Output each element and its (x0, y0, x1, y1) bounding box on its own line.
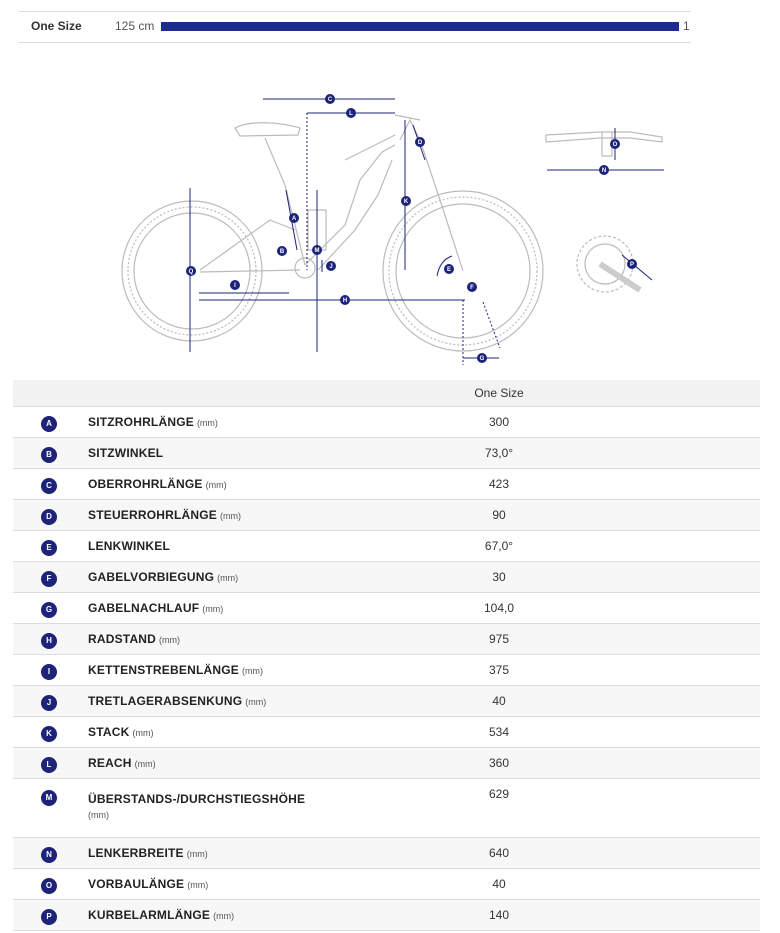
measurement-value: 975 (438, 624, 760, 655)
row-letter-cell (13, 500, 88, 531)
diagram-label-o: O (612, 142, 618, 148)
geometry-table (13, 380, 760, 931)
diagram-label-p: P (629, 262, 635, 268)
diagram-label-q: Q (188, 269, 194, 275)
header-size: One Size (438, 380, 760, 407)
measurement-name: SITZROHRLÄNGE (88, 415, 194, 429)
handlebar-side (395, 115, 420, 120)
measurement-value: 423 (438, 469, 760, 500)
seatpost (265, 138, 285, 185)
diagram-label-k: K (403, 199, 409, 205)
measurement-name: TRETLAGERABSENKUNG (88, 694, 243, 708)
table-row (13, 407, 760, 438)
letter-badge: D (41, 509, 57, 525)
row-letter-cell (13, 900, 88, 931)
size-label: One Size (31, 19, 82, 33)
measurement-value: 40 (438, 686, 760, 717)
diagram-label-d: D (417, 140, 423, 146)
table-row (13, 469, 760, 500)
measurement-unit: (mm) (88, 810, 109, 820)
letter-badge: A (41, 416, 57, 432)
table-row (13, 624, 760, 655)
measurement-value: 360 (438, 748, 760, 779)
letter-badge: G (41, 602, 57, 618)
row-letter-cell (13, 593, 88, 624)
measurement-name: ÜBERSTANDS-/DURCHSTIEGSHÖHE (88, 792, 306, 806)
letter-badge: O (41, 878, 57, 894)
measurement-unit: (mm) (202, 604, 224, 614)
measurement-unit: (mm) (241, 666, 263, 676)
row-letter-cell (13, 779, 88, 838)
row-name-cell (88, 900, 438, 931)
diagram-label-m: M (314, 248, 320, 254)
row-letter-cell (13, 869, 88, 900)
handlebar-top-view (546, 132, 662, 142)
size-min-height: 125 cm (115, 19, 155, 33)
measurement-value: 300 (438, 407, 760, 438)
letter-badge: N (41, 847, 57, 863)
letter-badge: L (41, 757, 57, 773)
row-name-cell (88, 624, 438, 655)
fork (400, 120, 463, 271)
measurement-value: 90 (438, 500, 760, 531)
measurement-name: STEUERROHRLÄNGE (88, 508, 218, 522)
measurement-unit: (mm) (220, 511, 242, 521)
letter-badge: J (41, 695, 57, 711)
measurement-value: 640 (438, 838, 760, 869)
bike-geometry-drawing (0, 80, 780, 376)
measurement-name: LENKERBREITE (88, 846, 184, 860)
table-row (13, 748, 760, 779)
frame-top-tube (345, 135, 395, 160)
row-name-cell (88, 686, 438, 717)
measurement-unit: (mm) (245, 697, 267, 707)
row-name-cell (88, 779, 438, 838)
size-range-fill (161, 22, 679, 31)
measurement-unit: (mm) (186, 849, 208, 859)
letter-badge: I (41, 664, 57, 680)
measurement-value: 140 (438, 900, 760, 931)
row-name-cell (88, 717, 438, 748)
frame-down-tube-lower (318, 160, 392, 270)
letter-badge: F (41, 571, 57, 587)
diagram-label-e: E (446, 267, 452, 273)
row-name-cell (88, 407, 438, 438)
measurement-value: 629 (438, 779, 760, 838)
row-name-cell (88, 469, 438, 500)
diagram-label-n: N (601, 168, 607, 174)
measurement-name: SITZWINKEL (88, 446, 164, 460)
measurement-value: 375 (438, 655, 760, 686)
measurement-unit: (mm) (217, 573, 239, 583)
measurement-name: VORBAULÄNGE (88, 877, 185, 891)
row-letter-cell (13, 562, 88, 593)
table-row (13, 838, 760, 869)
bottom-bracket (295, 258, 315, 278)
size-bar (19, 11, 691, 43)
letter-badge: M (41, 790, 57, 806)
size-max-height: 1 (683, 19, 690, 33)
table-row (13, 562, 760, 593)
measurement-unit: (mm) (205, 480, 227, 490)
measurement-value: 40 (438, 869, 760, 900)
row-name-cell (88, 593, 438, 624)
row-letter-cell (13, 717, 88, 748)
row-letter-cell (13, 531, 88, 562)
letter-badge: H (41, 633, 57, 649)
measurement-unit: (mm) (187, 880, 209, 890)
measurement-value: 73,0° (438, 438, 760, 469)
letter-badge: P (41, 909, 57, 925)
row-name-cell (88, 838, 438, 869)
diagram-label-l: L (349, 111, 353, 117)
measurement-value: 67,0° (438, 531, 760, 562)
measurement-unit: (mm) (213, 911, 235, 921)
row-letter-cell (13, 624, 88, 655)
diagram-label-h: H (342, 298, 348, 304)
table-row (13, 655, 760, 686)
measurement-unit: (mm) (196, 418, 218, 428)
row-letter-cell (13, 407, 88, 438)
measurement-unit: (mm) (134, 759, 156, 769)
diagram-label-f: F (470, 285, 474, 291)
table-row (13, 686, 760, 717)
letter-badge: K (41, 726, 57, 742)
measurement-unit: (mm) (132, 728, 154, 738)
geometry-diagram (0, 80, 780, 376)
measurement-value: 30 (438, 562, 760, 593)
diagram-label-j: J (329, 264, 333, 270)
row-letter-cell (13, 838, 88, 869)
row-letter-cell (13, 469, 88, 500)
row-letter-cell (13, 748, 88, 779)
size-range-track (161, 22, 679, 31)
table-row (13, 593, 760, 624)
measurement-name: KETTENSTREBENLÄNGE (88, 663, 239, 677)
row-name-cell (88, 500, 438, 531)
measurement-name: OBERROHRLÄNGE (88, 477, 203, 491)
row-name-cell (88, 655, 438, 686)
table-row (13, 438, 760, 469)
letter-badge: C (41, 478, 57, 494)
row-name-cell (88, 438, 438, 469)
measurement-unit: (mm) (159, 635, 181, 645)
header-name (88, 380, 438, 407)
row-letter-cell (13, 438, 88, 469)
letter-badge: E (41, 540, 57, 556)
measurement-name: STACK (88, 725, 130, 739)
diagram-label-a: A (291, 216, 297, 222)
diagram-label-i: I (234, 283, 236, 289)
measurement-value: 104,0 (438, 593, 760, 624)
row-name-cell (88, 562, 438, 593)
measurement-name: GABELVORBIEGUNG (88, 570, 215, 584)
diagram-label-c: C (327, 97, 333, 103)
table-row (13, 900, 760, 931)
row-letter-cell (13, 655, 88, 686)
table-row (13, 717, 760, 748)
measurement-value: 534 (438, 717, 760, 748)
diagram-label-g: G (479, 356, 485, 362)
geometry-table-header (13, 380, 760, 407)
saddle (235, 123, 300, 136)
measurement-name: GABELNACHLAUF (88, 601, 200, 615)
measurement-name: RADSTAND (88, 632, 157, 646)
table-row (13, 869, 760, 900)
row-letter-cell (13, 686, 88, 717)
table-row (13, 779, 760, 838)
row-name-cell (88, 869, 438, 900)
table-row (13, 531, 760, 562)
row-name-cell (88, 531, 438, 562)
measurement-name: REACH (88, 756, 132, 770)
table-row (13, 500, 760, 531)
arrow-p (622, 255, 652, 280)
measurement-name: LENKWINKEL (88, 539, 170, 553)
measurement-name: KURBELARMLÄNGE (88, 908, 211, 922)
header-letter (13, 380, 88, 407)
diagram-label-b: B (279, 249, 285, 255)
frame-seat-tube (285, 185, 305, 265)
row-name-cell (88, 748, 438, 779)
letter-badge: B (41, 447, 57, 463)
